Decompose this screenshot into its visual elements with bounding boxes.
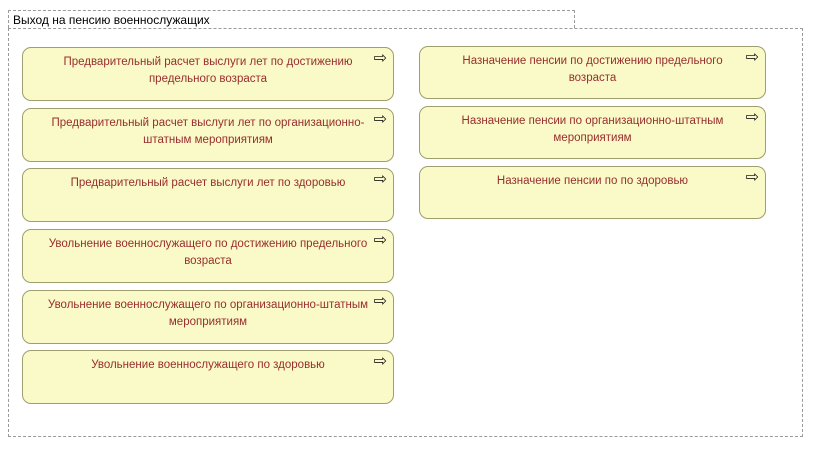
- function-box-pension-org[interactable]: [419, 106, 766, 159]
- function-box-label: Назначение пенсии по достижению предельного возраста: [462, 55, 723, 84]
- navigate-arrow-icon[interactable]: ⇨: [373, 50, 387, 67]
- function-box-dismiss-health[interactable]: [22, 350, 394, 404]
- function-box-label: Увольнение военнослужащего по здоровью: [91, 359, 325, 371]
- navigate-arrow-icon[interactable]: ⇨: [373, 171, 387, 188]
- function-box-dismiss-org[interactable]: [22, 290, 394, 344]
- function-box-label: Предварительный расчет выслуги лет по здоровью: [70, 177, 346, 189]
- function-box-label: Увольнение военнослужащего по организационно-штатным мероприятиям: [47, 299, 369, 328]
- function-box-pension-age[interactable]: [419, 46, 766, 99]
- navigate-arrow-icon[interactable]: ⇨: [373, 353, 387, 370]
- function-box-precalc-health[interactable]: [22, 168, 394, 222]
- function-box-label: Увольнение военнослужащего по достижению предельного возраста: [48, 238, 368, 267]
- function-box-pension-health[interactable]: [419, 166, 766, 219]
- function-box-label: Предварительный расчет выслуги лет по организационно-штатным мероприятиям: [51, 117, 365, 146]
- navigate-arrow-icon[interactable]: ⇨: [745, 109, 759, 126]
- navigate-arrow-icon[interactable]: ⇨: [373, 111, 387, 128]
- function-box-label: Назначение пенсии по по здоровью: [496, 175, 689, 187]
- function-box-label: Назначение пенсии по организационно-штатным мероприятиям: [461, 115, 724, 144]
- navigate-arrow-icon[interactable]: ⇨: [373, 232, 387, 249]
- group-title-tab[interactable]: [8, 10, 575, 28]
- function-box-dismiss-age[interactable]: [22, 229, 394, 283]
- function-box-precalc-org[interactable]: [22, 108, 394, 162]
- group-title: Выход на пенсию военнослужащих: [13, 12, 210, 27]
- function-box-precalc-age[interactable]: [22, 47, 394, 101]
- navigate-arrow-icon[interactable]: ⇨: [745, 49, 759, 66]
- navigate-arrow-icon[interactable]: ⇨: [373, 293, 387, 310]
- function-box-label: Предварительный расчет выслуги лет по достижению предельного возраста: [63, 56, 353, 85]
- navigate-arrow-icon[interactable]: ⇨: [745, 169, 759, 186]
